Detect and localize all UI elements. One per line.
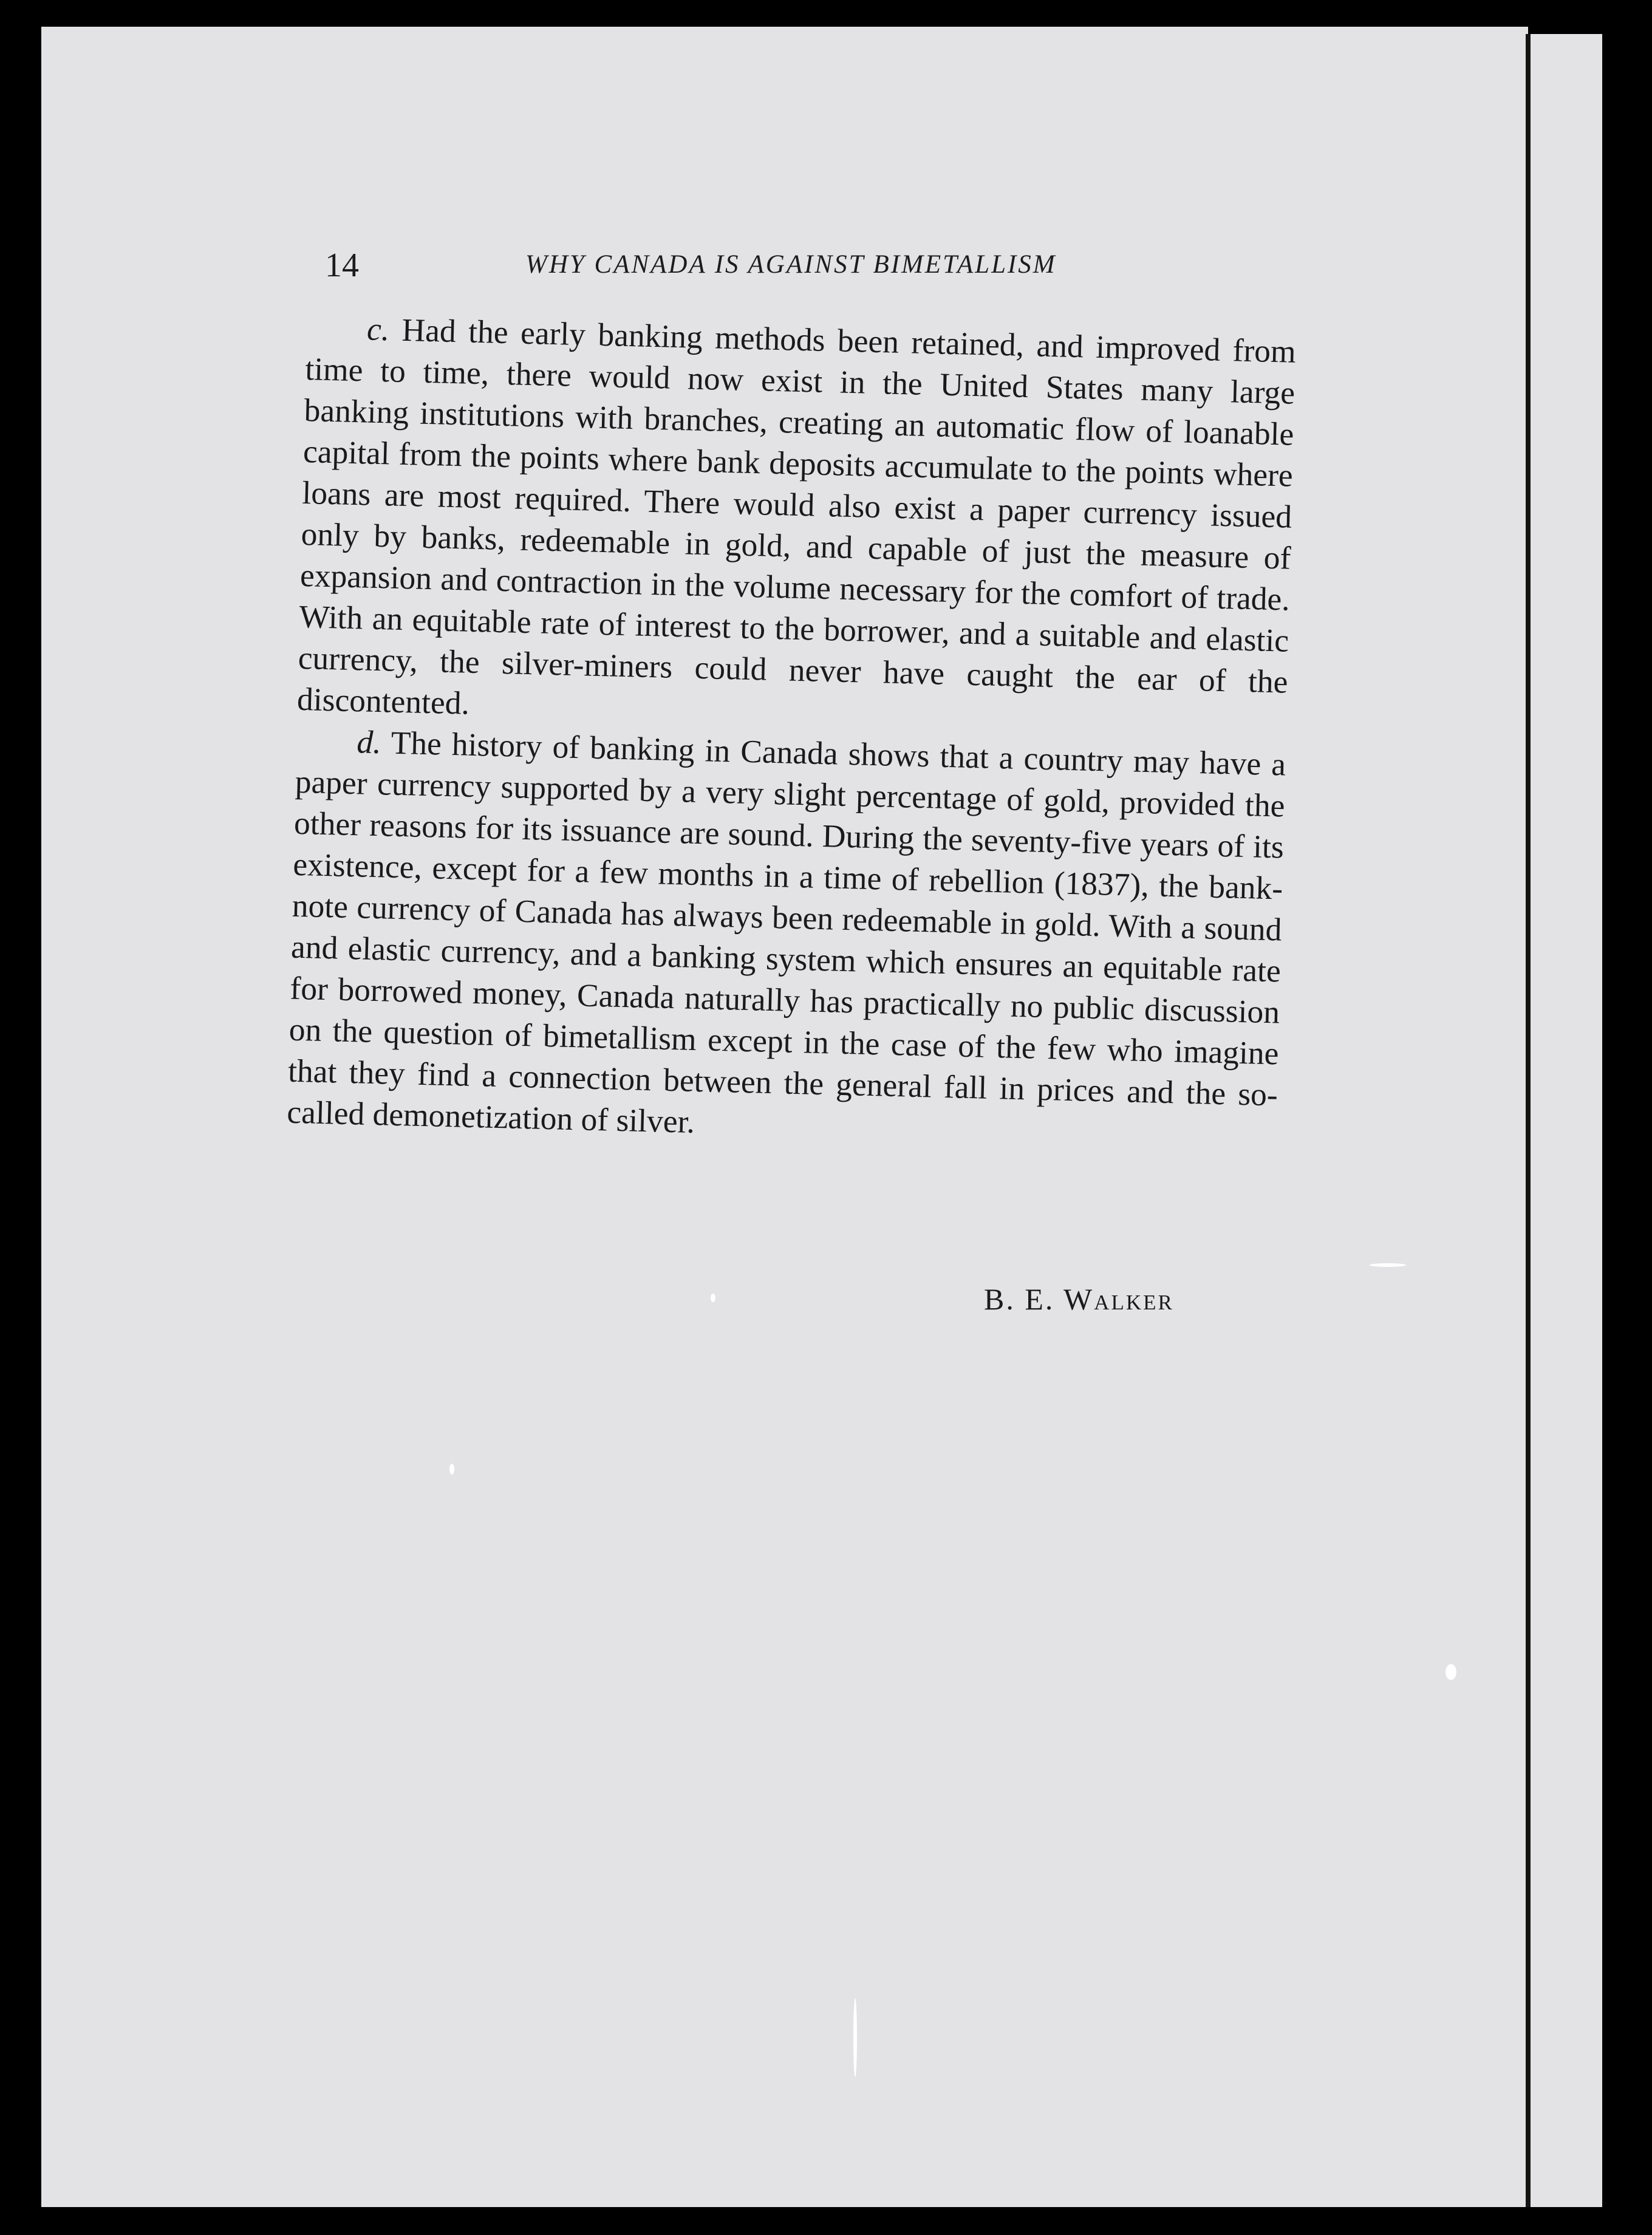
page-number: 14 (325, 247, 359, 284)
running-head (325, 246, 1260, 295)
running-title: WHY CANADA IS AGAINST BIMETALLISM (525, 250, 1057, 279)
paragraph-c (296, 307, 1296, 744)
scan-speck (449, 1464, 454, 1475)
paragraph-text: Had the early banking methods been retained, and improved from time to time, there would now exist in the United States many large banking institutions with branches, creating an automatic flow of loanable capital from the points where bank deposits accumulate to the points where loans are most required. There would also exist a paper currency issued only by banks, redeemable in gold, and capable of just the measure of expansion and contraction in the volume necessary for the comfort of trade. With an equitable rate of interest to the borrower, and a suitable and elastic currency, the silver-miners could never have caught the ear of the discontented. (296, 311, 1297, 722)
paragraph-marker: d. (356, 723, 382, 761)
paragraph-text: The history of banking in Canada shows that a country may have a paper currency supported by a very slight percentage of gold, provided the other reasons for its issuance are sound. During the seventy-five years of its existence, except for a few months in a time of rebellion (1837), the bank-note currency of Canada has always been redeemable in gold. With a sound and elastic currency, and a banking system which ensures an equitable rate for borrowed money, Canada naturally has practically no public discussion on the question of bimetallism except in the case of the few who imagine that they find a connection between the general fall in prices and the so-called demonetization of silver. (286, 724, 1286, 1141)
scan-speck (711, 1294, 715, 1302)
author-signature: B. E. Walker (984, 1282, 1174, 1316)
scan-speck (1445, 1664, 1456, 1680)
paragraph-d (287, 720, 1286, 1157)
scan-speck (1370, 1263, 1406, 1267)
facing-page-edge (1531, 34, 1602, 2207)
scan-speck (853, 1998, 857, 2077)
body-text (287, 307, 1297, 1156)
paragraph-marker: c. (366, 310, 390, 348)
